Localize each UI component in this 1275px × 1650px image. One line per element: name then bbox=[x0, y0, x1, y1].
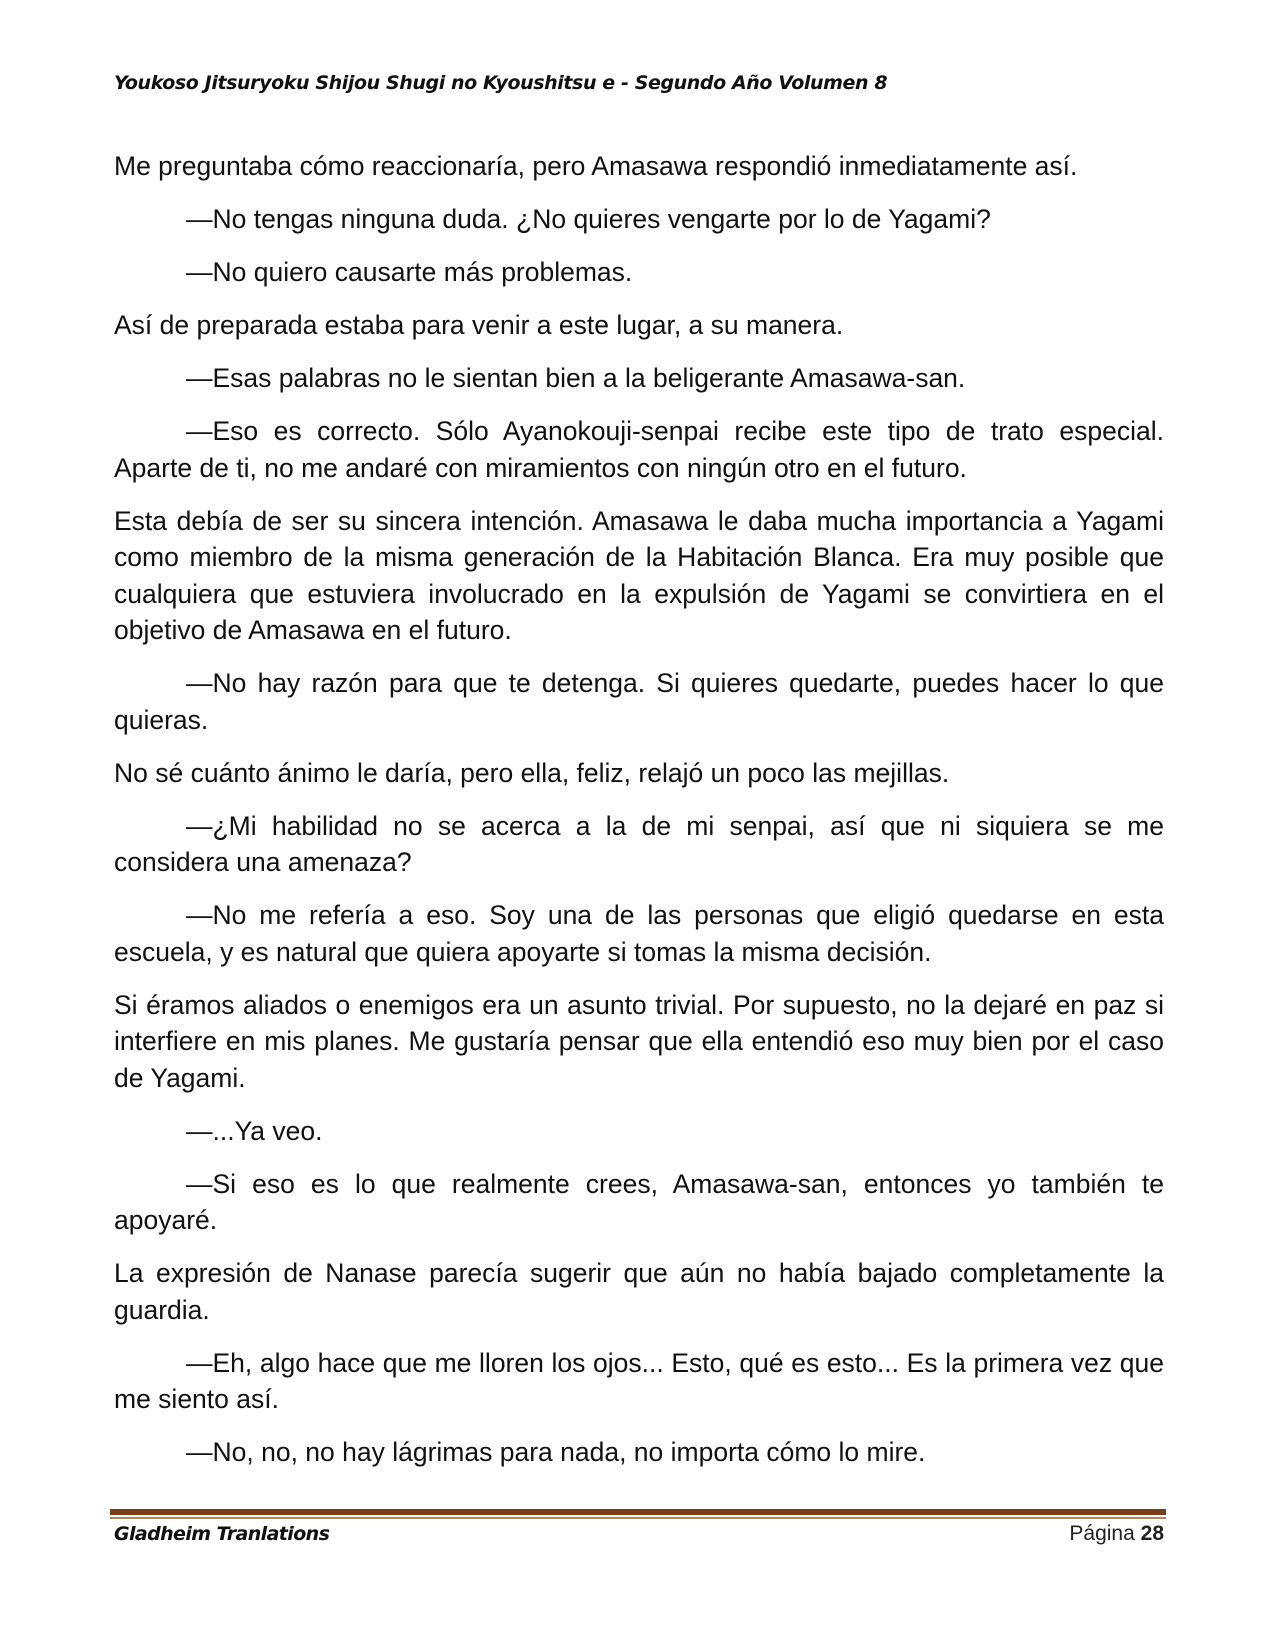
footer-publisher: Gladheim Tranlations bbox=[114, 1523, 330, 1545]
paragraph-narration: Si éramos aliados o enemigos era un asunto trivial. Por supuesto, no la dejaré en paz si interfiere en mis planes. Me gustaría pensar que ella entendió eso muy bien por el caso de Yagami. bbox=[114, 989, 1164, 1093]
paragraph-dialog: —No, no, no hay lágrimas para nada, no importa cómo lo mire. bbox=[186, 1437, 926, 1467]
paragraph-narration: No sé cuánto ánimo le daría, pero ella, feliz, relajó un poco las mejillas. bbox=[114, 757, 950, 788]
paragraph-dialog: —No tengas ninguna duda. ¿No quieres vengarte por lo de Yagami? bbox=[186, 204, 991, 234]
page-label: Página bbox=[1069, 1522, 1135, 1545]
page-body bbox=[114, 148, 1164, 1487]
paragraph-dialog: —Eh, algo hace que me lloren los ojos... Esto, qué es esto... Es la primera vez que me siento así. bbox=[114, 1347, 1164, 1414]
paragraph-dialog: —Si eso es lo que realmente crees, Amasawa-san, entonces yo también te apoyaré. bbox=[114, 1168, 1164, 1235]
paragraph-narration: Esta debía de ser su sincera intención. Amasawa le daba mucha importancia a Yagami como miembro de la misma generación de la Habitación Blanca. Era muy posible que cualquiera que estuviera involucrado en la expulsión de Yagami se convirtiera en el objetivo de Amasawa en el futuro. bbox=[114, 505, 1164, 645]
page-number: 28 bbox=[1140, 1522, 1164, 1545]
paragraph-dialog: —Eso es correcto. Sólo Ayanokouji-senpai recibe este tipo de trato especial. Aparte de ti, no me andaré con miramientos con ningún otro en el futuro. bbox=[114, 416, 1164, 483]
page-number-label bbox=[1069, 1522, 1164, 1546]
paragraph-dialog: —¿Mi habilidad no se acerca a la de mi senpai, así que ni siquiera se me considera una amenaza? bbox=[114, 810, 1164, 877]
running-header: Youkoso Jitsuryoku Shijou Shugi no Kyoushitsu e - Segundo Año Volumen 8 bbox=[114, 72, 888, 94]
footer-divider bbox=[110, 1509, 1166, 1519]
paragraph-dialog: —No quiero causarte más problemas. bbox=[186, 257, 633, 287]
paragraph-narration: Me preguntaba cómo reaccionaría, pero Amasawa respondió inmediatamente así. bbox=[114, 151, 1078, 181]
footer-divider-thin bbox=[110, 1517, 1166, 1519]
paragraph-dialog: —Esas palabras no le sientan bien a la beligerante Amasawa-san. bbox=[186, 363, 966, 393]
paragraph-narration: Así de preparada estaba para venir a este lugar, a su manera. bbox=[114, 310, 844, 340]
paragraph-dialog: —No me refería a eso. Soy una de las personas que eligió quedarse en esta escuela, y es natural que quiera apoyarte si tomas la misma decisión. bbox=[114, 900, 1164, 967]
paragraph-narration: La expresión de Nanase parecía sugerir que aún no había bajado completamente la guardia. bbox=[114, 1258, 1164, 1325]
paragraph-dialog: —No hay razón para que te detenga. Si quieres quedarte, puedes hacer lo que quieras. bbox=[114, 668, 1164, 735]
paragraph-dialog: —...Ya veo. bbox=[186, 1115, 323, 1146]
